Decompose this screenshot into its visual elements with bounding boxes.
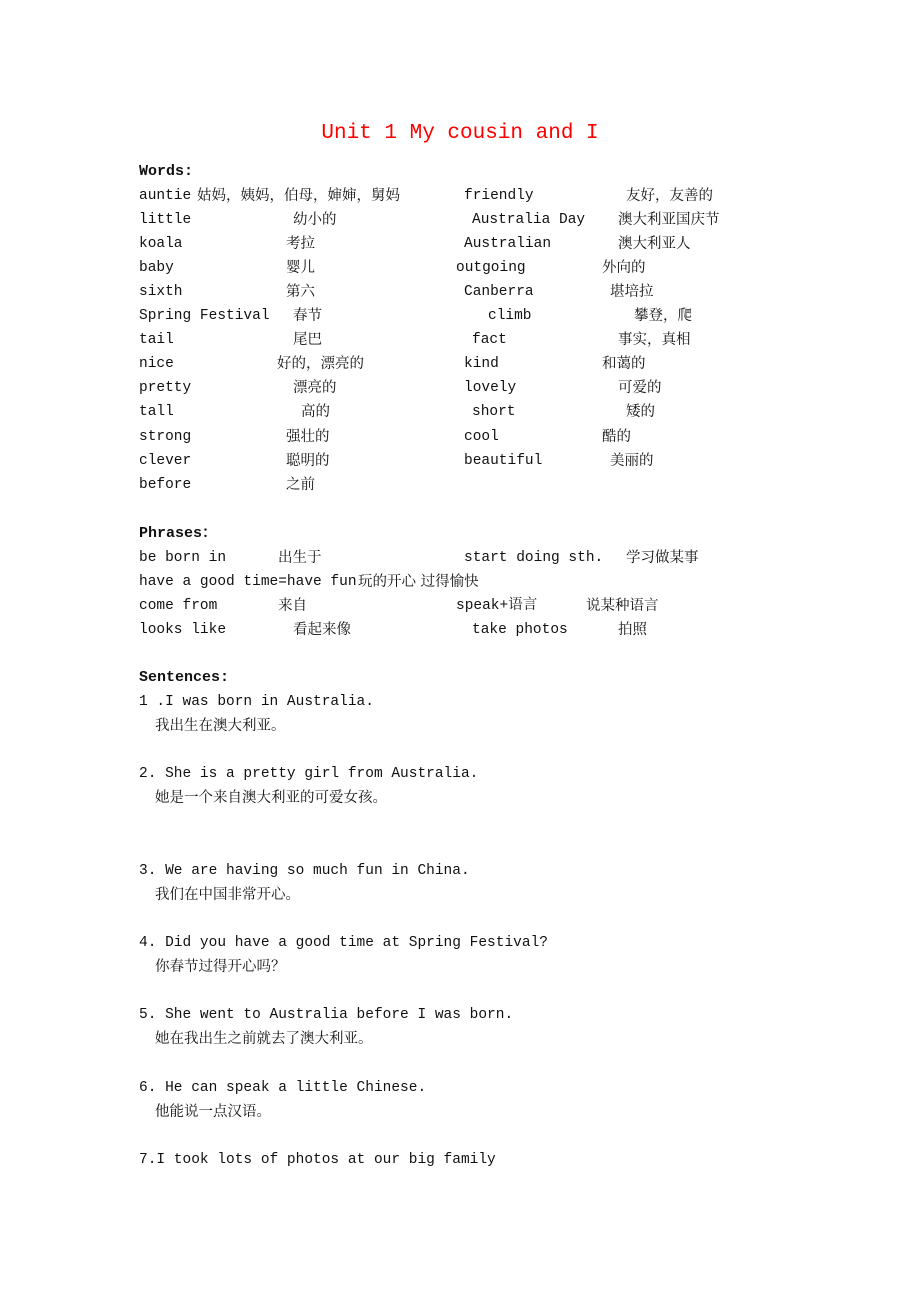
sentences-heading: Sentences: [139,669,230,686]
word-zh: 婴儿 [286,260,315,276]
word-en: kind [464,356,499,372]
word-en: climb [488,308,532,324]
phrase-zh: 出生于 [278,550,322,566]
word-zh: 酷的 [602,429,631,445]
sentence-en: 5. She went to Australia before I was born. [139,1007,514,1023]
word-en: cool [464,429,499,445]
word-en: fact [472,332,507,348]
sentence-en: 3. We are having so much fun in China. [139,863,470,879]
word-zh: 姑妈，姨妈，伯母，婶婶，舅妈 [197,188,400,204]
word-en: outgoing [456,260,526,276]
word-en: sixth [139,284,183,300]
word-zh: 可爱的 [618,380,662,396]
word-en: pretty [139,380,192,396]
phrase-en: speak+语言 [456,598,538,614]
sentence-zh: 他能说一点汉语。 [155,1104,271,1120]
word-zh: 美丽的 [610,453,654,469]
phrase-en: looks like [139,622,227,638]
word-en: short [472,404,516,420]
word-en: Australia Day [472,212,586,228]
word-en: beautiful [464,453,543,469]
word-zh: 聪明的 [286,453,330,469]
word-zh: 矮的 [626,404,655,420]
word-en: Canberra [464,284,534,300]
word-zh: 幼小的 [293,212,337,228]
word-en: tail [139,332,174,348]
sentence-zh: 她在我出生之前就去了澳大利亚。 [155,1031,373,1047]
words-heading: Words: [139,163,194,180]
word-en: baby [139,260,174,276]
sentence-zh: 你春节过得开心吗？ [155,959,286,975]
phrase-en: have a good time=have fun [139,574,357,590]
word-en: friendly [464,188,534,204]
word-en: tall [139,404,174,420]
word-zh: 好的，漂亮的 [277,356,364,372]
word-zh: 攀登，爬 [634,308,692,324]
word-zh: 尾巴 [293,332,322,348]
sentence-en: 2. She is a pretty girl from Australia. [139,766,479,782]
word-zh: 第六 [286,284,315,300]
word-zh: 外向的 [602,260,646,276]
word-zh: 事实，真相 [618,332,691,348]
sentence-zh: 她是一个来自澳大利亚的可爱女孩。 [155,790,387,806]
phrase-zh: 玩的开心 过得愉快 [358,574,479,590]
word-en: Australian [464,236,552,252]
word-zh: 高的 [301,404,330,420]
word-en: strong [139,429,192,445]
phrases-heading: Phrases： [139,525,218,542]
sentence-en: 7.I took lots of photos at our big family [139,1152,496,1168]
phrase-zh: 学习做某事 [626,550,699,566]
phrase-zh: 来自 [278,598,307,614]
word-en: little [139,212,192,228]
phrase-en: start doing sth. [464,550,604,566]
word-en: before [139,477,192,493]
sentence-en: 4. Did you have a good time at Spring Festival? [139,935,548,951]
page-title: Unit 1 My cousin and I [321,122,599,145]
phrase-zh: 拍照 [618,622,647,638]
word-en: nice [139,356,174,372]
word-zh: 堪培拉 [610,284,654,300]
word-en: clever [139,453,192,469]
word-en: Spring Festival [139,308,270,324]
sentence-en: 6. He can speak a little Chinese. [139,1080,427,1096]
word-zh: 考拉 [286,236,315,252]
word-zh: 强壮的 [286,429,330,445]
phrase-zh: 看起来像 [293,622,351,638]
word-zh: 澳大利亚人 [618,236,691,252]
phrase-en: come from [139,598,218,614]
phrase-en: be born in [139,550,227,566]
sentence-en: 1 .I was born in Australia. [139,694,374,710]
sentence-zh: 我们在中国非常开心。 [155,887,300,903]
word-zh: 友好，友善的 [626,188,713,204]
sentence-zh: 我出生在澳大利亚。 [155,718,286,734]
word-en: auntie [139,188,192,204]
word-zh: 漂亮的 [293,380,337,396]
word-en: lovely [464,380,517,396]
word-zh: 和蔼的 [602,356,646,372]
word-en: koala [139,236,183,252]
phrase-zh: 说某种语言 [586,598,659,614]
word-zh: 之前 [286,477,315,493]
phrase-en: take photos [472,622,568,638]
word-zh: 春节 [293,308,322,324]
word-zh: 澳大利亚国庆节 [618,212,720,228]
